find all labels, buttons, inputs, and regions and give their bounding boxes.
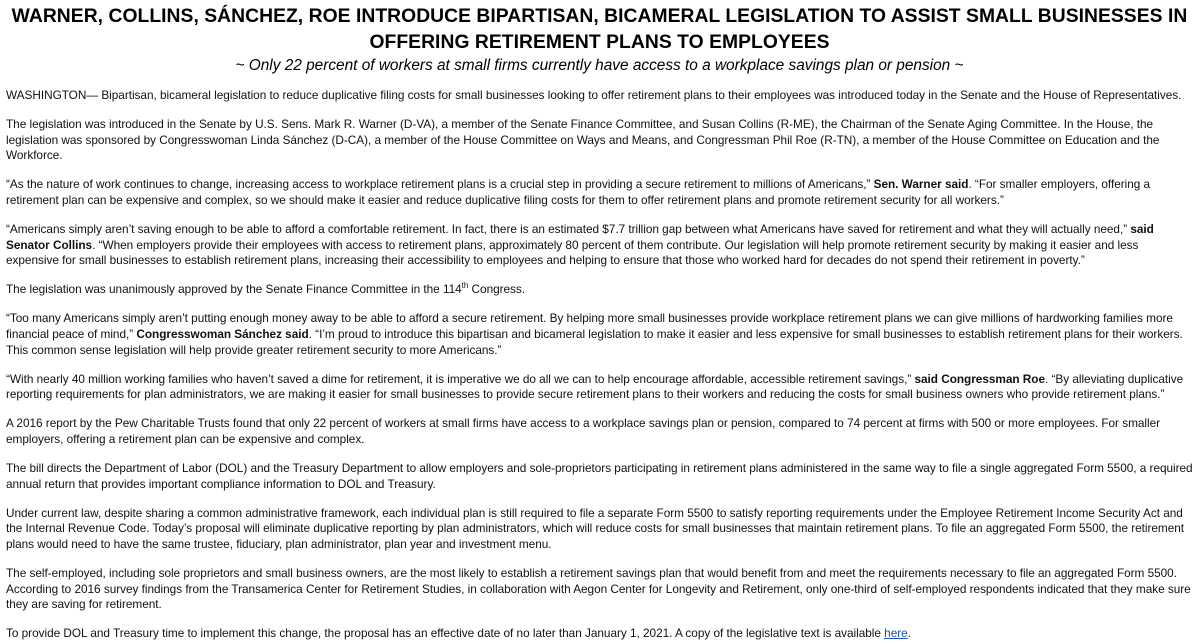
paragraph-current-law: Under current law, despite sharing a common administrative framework, each individual plan is still required to file a separate Form 5500 to satisfy reporting requirements under the Employee Retirement Income Security Act and the Internal Revenue Code. Today’s proposal will eliminate duplicative reporting by plan administrators, which will reduce costs for small businesses that maintain retirement plans. To file an aggregated Form 5500, the retirement plans would need to have the same trustee, fiduciary, plan administrator, plan year and investment menu. [6,505,1185,551]
speaker-attribution: Congresswoman Sánchez said [136,327,309,342]
paragraph-committee: The legislation was unanimously approved by the Senate Finance Committee in the 114th Congress. [6,281,526,297]
paragraph-roe-quote: “With nearly 40 million working families who haven’t saved a dime for retirement, it is imperative we do all we can to help encourage affordable, accessible retirement savings,” said Congressman Roe. “By alleviating duplicative reporting requirements for plan administrators, we are making it easier for small businesses to provide secure retirement plans to their workers and reducing the costs for small business owners who provide retirement plans.” [6,371,1184,402]
speaker-attribution: said Senator Collins [6,222,1154,252]
paragraph-effective-date: To provide DOL and Treasury time to implement this change, the proposal has an effective date of no later than January 1, 2021. A copy of the legislative text is available here. [6,626,911,641]
speaker-attribution: said Congressman Roe [914,371,1045,386]
paragraph-pew-report: A 2016 report by the Pew Charitable Trusts found that only 22 percent of workers at small firms have access to a workplace savings plan or pension, compared to 74 percent at firms with 500 or more employees. For smaller employers, offering a retirement plan can be expensive and complex. [6,416,1161,446]
subhead: ~ Only 22 percent of workers at small firms currently have access to a workplace savings plan or pension ~ [235,57,964,74]
paragraph-dateline: WASHINGTON— Bipartisan, bicameral legislation to reduce duplicative filing costs for small businesses looking to offer retirement plans to their employees was introduced today in the Senate and the House of Representatives. [6,88,1182,102]
paragraph-sanchez-quote: “Too many Americans simply aren’t putting enough money away to be able to afford a secure retirement. By helping more small businesses provide workplace retirement plans we can give millions of hardworking families more financial peace of mind,” Congresswoman Sánchez said. “I’m proud to introduce this bipartisan and bicameral legislation to make it easier and less expensive for small businesses to establish retirement plans for their workers. This common sense legislation will help provide greater retirement security to more Americans.” [6,311,1183,357]
speaker-attribution: Sen. Warner said [873,177,969,192]
paragraph-sponsors: The legislation was introduced in the Senate by U.S. Sens. Mark R. Warner (D-VA), a member of the Senate Finance Committee, and Susan Collins (R-ME), the Chairman of the Senate Aging Committee. In the House, the legislation was sponsored by Congresswoman Linda Sánchez (D-CA), a member of the House Committee on Ways and Means, and Congressman Phil Roe (R-TN), a member of the House Committee on Education and the Workforce. [6,117,1160,163]
paragraph-bill-directs: The bill directs the Department of Labor (DOL) and the Treasury Department to allow employers and sole-proprietors participating in retirement plans administered in the same way to file a single aggregated Form 5500, a required annual return that provides important compliance information to DOL and Treasury. [6,461,1193,491]
article-body [6,88,1193,642]
paragraph-warner-quote: “As the nature of work continues to change, increasing access to workplace retirement plans is a crucial step in providing a secure retirement to millions of Americans,” Sen. Warner said. “For smaller employers, offering a retirement plan can be expensive and complex, so we should make it easier and reduce duplicative filing costs for them to offer retirement plans and promote retirement security for all workers.” [6,177,1151,207]
headline: WARNER, COLLINS, SÁNCHEZ, ROE INTRODUCE BIPARTISAN, BICAMERAL LEGISLATION TO ASSIST SMALL BUSINESSES IN OFFERING RETIREMENT PLANS TO EMPLOYEES [11,6,1188,53]
paragraph-collins-quote: “Americans simply aren’t saving enough to be able to afford a comfortable retirement. In fact, there is an estimated $7.7 trillion gap between what Americans have saved for retirement and what they will actually need,” said Senator Collins. “When employers provide their employees with access to retirement plans, approximately 80 percent of them contribute. Our legislation will help promote retirement security by making it easier and less expensive for small businesses to establish retirement plans, increasing their accessibility to employees and helping to ensure that those who worked hard for decades do not spend their retirement in poverty.” [6,222,1154,268]
paragraph-self-employed: The self-employed, including sole proprietors and small business owners, are the most likely to establish a retirement savings plan that would benefit from and meet the requirements necessary to file an aggregated Form 5500. According to 2016 survey findings from the Transamerica Center for Retirement Studies, in collaboration with Aegon Center for Longevity and Retirement, only one-third of self-employed respondents indicated that they make sure they are saving for retirement. [6,566,1191,612]
legislative-text-link[interactable]: here [884,626,908,641]
